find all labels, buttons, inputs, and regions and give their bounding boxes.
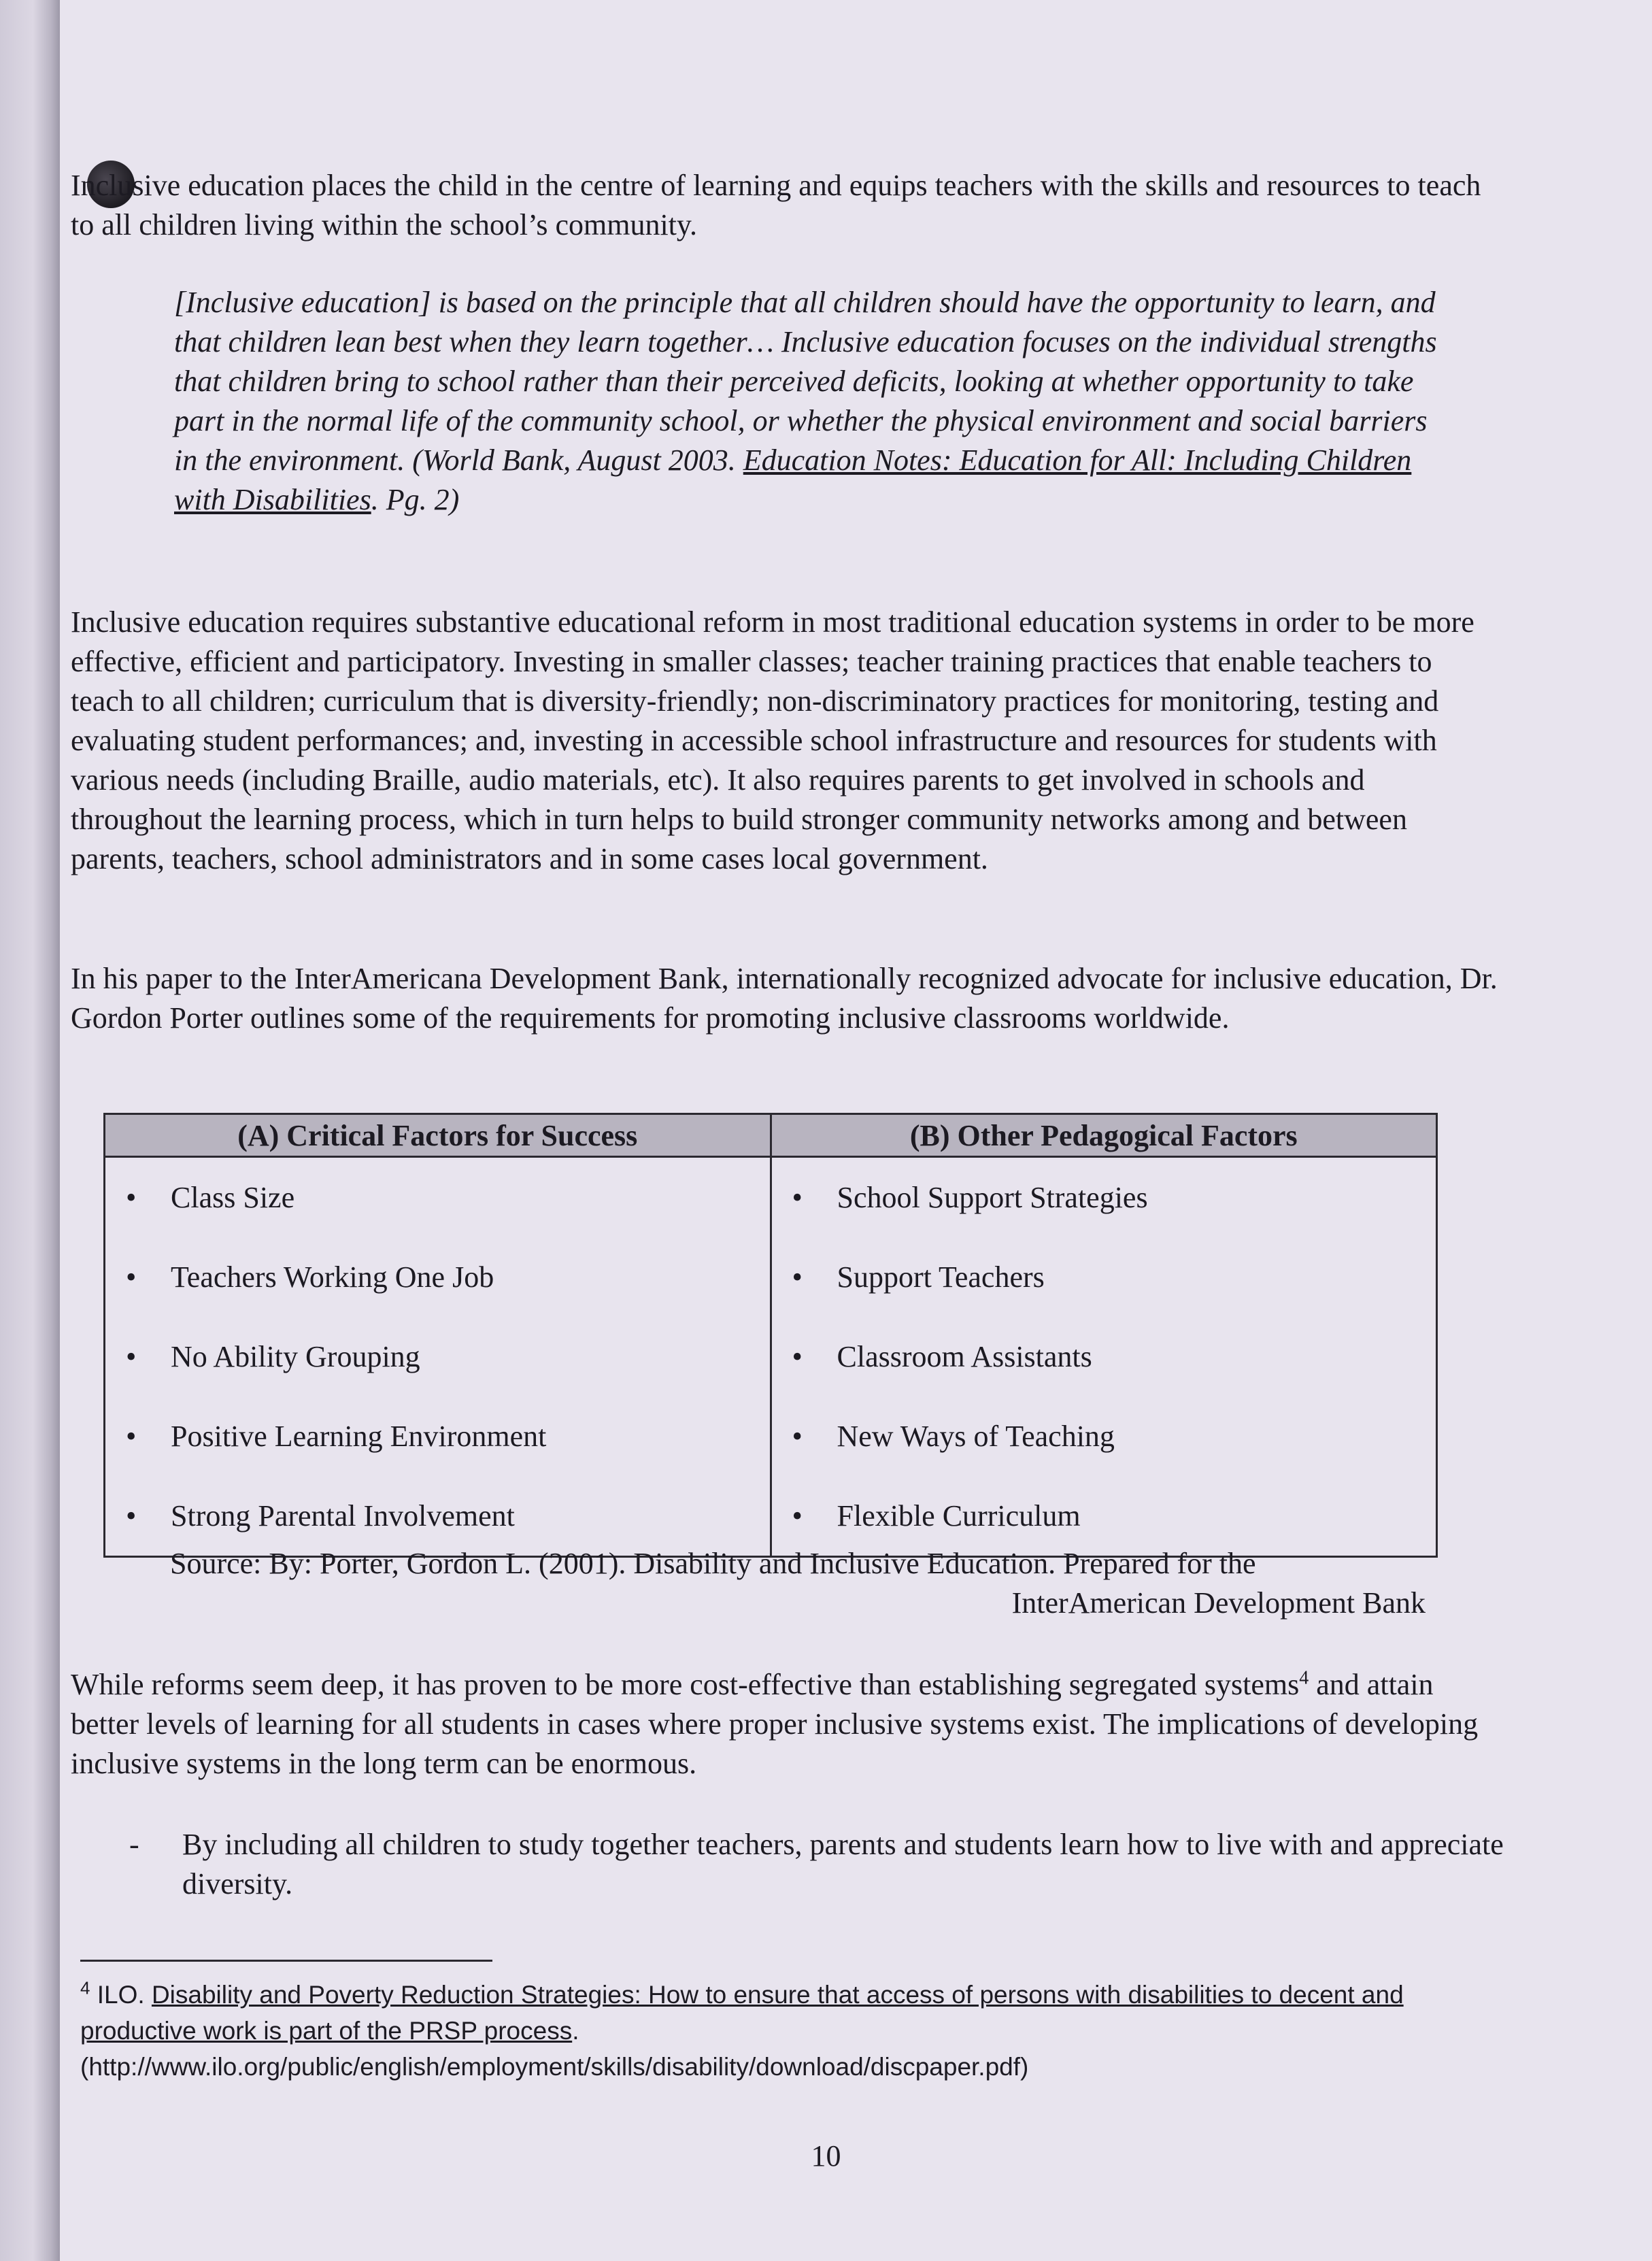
binding-edge	[0, 0, 60, 2261]
reforms-paragraph	[71, 1665, 1499, 1783]
block-quote	[174, 283, 1453, 520]
reform-paragraph: Inclusive education requires substantive educational reform in most traditional education systems in order to be more effective, efficient and participatory. Investing in smaller classes; teacher training practices that enable teachers to teach to all children; curriculum that is diversity-friendly; non-discriminatory practices for monitoring, testing and evaluating student performances; and, investing in accessible school infrastructure and resources for students with various needs (including Braille, audio materials, etc). It also requires parents to get involved in schools and throughout the learning process, which in turn helps to build stronger community networks among and between parents, teachers, school administrators and in some cases local government.	[71, 605, 1474, 875]
factor-text: Strong Parental Involvement	[171, 1499, 515, 1533]
intro-paragraph: Inclusive education places the child in the centre of learning and equips teachers with the skills and resources to teach to all children living within the school’s community.	[71, 169, 1481, 241]
table-cell	[771, 1237, 1437, 1317]
table-cell	[771, 1396, 1437, 1476]
source-line-1: Source: By: Porter, Gordon L. (2001). Disability and Inclusive Education. Prepared for the	[170, 1547, 1256, 1580]
factor-text: Flexible Curriculum	[837, 1499, 1081, 1533]
footnote-title: Disability and Poverty Reduction Strategies: How to ensure that access of persons with disabilities to decent and productive work is part of the PRSP process	[80, 1981, 1404, 2045]
column-header-critical-factors: (A) Critical Factors for Success	[105, 1114, 771, 1157]
factor-text: Classroom Assistants	[837, 1340, 1092, 1373]
factor-text: School Support Strategies	[837, 1181, 1148, 1214]
quote-text: [Inclusive education] is based on the principle that all children should have the opportunity to learn, and that children lean best when they learn together… Inclusive education focuses on the individual strengths that children bring to school rather than their perceived deficits, looking at whether opportunity to take part in the normal life of the community school, or whether the physical environment and social barriers in the environment. (World Bank, August 2003.	[174, 286, 1437, 477]
table-header-row	[105, 1114, 1437, 1157]
table-source-caption	[170, 1544, 1426, 1623]
footnote-marker: 4	[80, 1977, 90, 1998]
factor-text: Teachers Working One Job	[171, 1260, 494, 1294]
table-row	[105, 1317, 1437, 1396]
table-cell	[771, 1157, 1437, 1238]
page-number: 10	[811, 2139, 841, 2173]
footnote	[80, 1977, 1474, 2085]
bullet-icon: •	[792, 1420, 803, 1453]
footnote-lead: ILO.	[90, 1981, 152, 2009]
table-cell	[105, 1157, 771, 1238]
table-cell	[771, 1317, 1437, 1396]
bullet-icon: •	[792, 1499, 803, 1533]
bullet-icon: •	[792, 1340, 803, 1373]
reforms-text-before: While reforms seem deep, it has proven to be more cost-effective than establishing segregated systems	[71, 1668, 1300, 1701]
factor-text: Support Teachers	[837, 1260, 1045, 1294]
table-cell	[105, 1237, 771, 1317]
factors-table	[103, 1113, 1438, 1558]
bullet-icon: •	[792, 1181, 803, 1214]
bullet-icon: •	[792, 1260, 803, 1294]
quote-source-title: Education Notes: Education for All: Including Children with Disabilities	[174, 443, 1412, 516]
table-row	[105, 1396, 1437, 1476]
dash-bullet-icon: -	[129, 1828, 139, 1861]
bullet-icon: •	[126, 1420, 137, 1453]
footnote-reference: 4	[1299, 1667, 1309, 1689]
bullet-icon: •	[126, 1260, 137, 1294]
column-header-pedagogical-factors: (B) Other Pedagogical Factors	[771, 1114, 1437, 1157]
bullet-icon: •	[126, 1181, 137, 1214]
footnote-url: (http://www.ilo.org/public/english/employment/skills/disability/download/discpaper.pdf)	[80, 2053, 1029, 2081]
quote-source-tail: . Pg. 2)	[371, 483, 460, 516]
footnote-divider	[80, 1960, 492, 1962]
footnote-title-end: .	[572, 2017, 579, 2045]
source-line-2: InterAmerican Development Bank	[1011, 1586, 1426, 1620]
factor-text: New Ways of Teaching	[837, 1420, 1115, 1453]
bullet-icon: •	[126, 1499, 137, 1533]
porter-paragraph: In his paper to the InterAmericana Development Bank, internationally recognized advocate for inclusive education, Dr. Gordon Porter outlines some of the requirements for promoting inclusive classrooms worldwide.	[71, 962, 1498, 1035]
table-cell	[105, 1317, 771, 1396]
table-cell	[105, 1396, 771, 1476]
bullet-icon: •	[126, 1340, 137, 1373]
factor-text: Class Size	[171, 1181, 295, 1214]
factor-text: Positive Learning Environment	[171, 1420, 547, 1453]
reforms-text-after: and attain better levels of learning for all students in cases where proper inclusive systems exist. The implications of developing inclusive systems in the long term can be enormous.	[71, 1668, 1479, 1780]
table-row	[105, 1157, 1437, 1238]
table-row	[105, 1237, 1437, 1317]
list-item-text: By including all children to study together teachers, parents and students learn how to live with and appreciate diversity.	[182, 1828, 1504, 1900]
factor-text: No Ability Grouping	[171, 1340, 420, 1373]
